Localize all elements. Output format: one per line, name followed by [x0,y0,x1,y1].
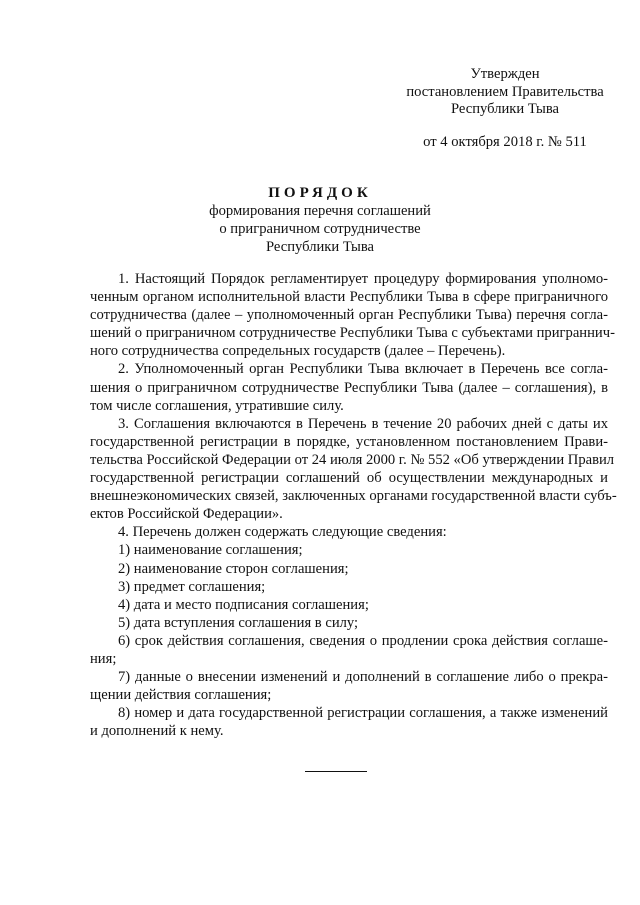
body-line: шения о приграничном сотрудничестве Республики Тыва (далее – соглашения), в [90,379,608,396]
body-line: 4. Перечень должен содержать следующие сведения: [118,524,447,541]
end-divider [305,771,367,772]
body-line: щении действия соглашения; [90,687,272,704]
body-line: 2. Уполномоченный орган Республики Тыва включает в Перечень все согла- [118,361,608,378]
document-heading [0,184,640,256]
body-line: государственной регистрации соглашений об осуществлении международных и [90,470,608,487]
document-title: ПОРЯДОК [268,185,372,201]
body-line: 3) предмет соглашения; [118,578,266,595]
body-line: государственной регистрации в порядке, установленном постановлением Прави- [90,433,608,450]
body-line: 3. Соглашения включаются в Перечень в течение 20 рабочих дней с даты их [118,415,608,432]
approval-line-3: Республики Тыва [450,101,560,117]
body-line: внешнеэкономических связей, заключенных органами государственной власти субъ- [90,488,617,505]
approval-line-1: Утвержден [470,66,540,82]
body-line: том числе соглашения, утратившие силу. [90,397,344,414]
approval-line-2: постановлением Правительства [406,83,604,100]
heading-line-2: о приграничном сотрудничестве [219,221,421,237]
body-line: 7) данные о внесении изменений и дополнений в соглашение либо о прекра- [118,669,608,686]
body-line: 6) срок действия соглашения, сведения о продлении срока действия соглаше- [118,632,608,649]
body-line: ектов Российской Федерации». [90,506,283,523]
body-line: ния; [90,650,117,667]
heading-line-3: Республики Тыва [265,239,375,255]
body-line: ного сотрудничества сопредельных государств (далее – Перечень). [90,343,506,360]
body-line: 1) наименование соглашения; [118,542,303,559]
body-line: шений о приграничном сотрудничестве Республики Тыва с субъектами приграннич- [90,325,615,342]
approval-block [380,66,630,119]
body-line: 2) наименование сторон соглашения; [118,560,349,577]
body-line: 8) номер и дата государственной регистрации соглашения, а также изменений [118,705,608,722]
approval-date: от 4 октября 2018 г. № 511 [423,134,587,150]
document-body [90,270,617,740]
body-line: тельства Российской Федерации от 24 июля 2000 г. № 552 «Об утверждении Правил [90,451,615,468]
heading-line-1: формирования перечня соглашений [209,203,431,219]
body-line: ченным органом исполнительной власти Республики Тыва в сфере приграничного [90,289,608,306]
body-line: 5) дата вступления соглашения в силу; [118,614,359,631]
body-line: и дополнений к нему. [90,723,224,740]
body-line: 1. Настоящий Порядок регламентирует процедуру формирования уполномо- [118,271,608,287]
body-line: 4) дата и место подписания соглашения; [118,596,369,613]
body-line: сотрудничества (далее – уполномоченный орган Республики Тыва) перечня согла- [90,307,608,324]
